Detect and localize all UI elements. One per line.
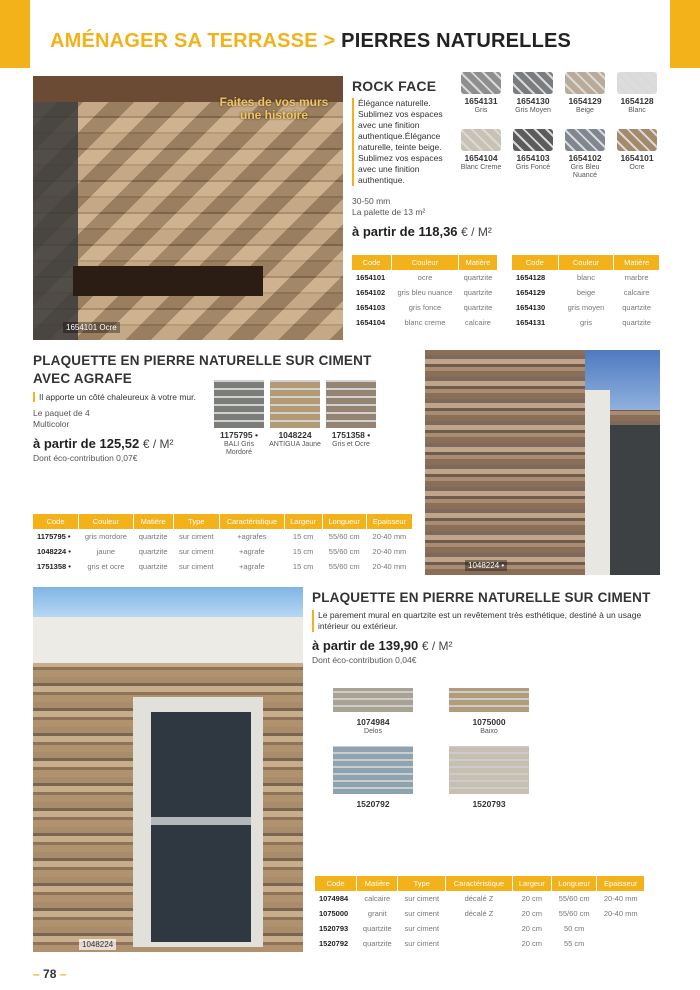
cell-couleur: gris fonce bbox=[408, 303, 442, 312]
cell-longueur: 55/60 cm bbox=[558, 894, 590, 903]
table-header: Matière bbox=[458, 255, 497, 270]
terrace-wall-photo bbox=[33, 76, 343, 340]
cell-carac: +agrafe bbox=[239, 547, 265, 556]
cell-carac bbox=[446, 921, 513, 936]
agrafe-title-line2: AVEC AGRAFE bbox=[33, 370, 132, 386]
cell-matiere: calcaire bbox=[364, 894, 391, 903]
cell-matiere: quartzite bbox=[622, 303, 652, 312]
cell-code: 1074984 bbox=[319, 894, 349, 903]
swatch bbox=[324, 380, 378, 457]
cell-largeur: 20 cm bbox=[521, 894, 543, 903]
table-header: Couleur bbox=[79, 514, 134, 529]
cell-matiere: calcaire bbox=[623, 288, 650, 297]
cell-carac: décalé Z bbox=[464, 909, 494, 918]
swatch-code: 1175795 • bbox=[220, 430, 258, 440]
product-image bbox=[449, 688, 529, 712]
table-row bbox=[315, 891, 645, 906]
cell-longueur: 55/60 cm bbox=[558, 909, 590, 918]
swatch-code: 1654104 bbox=[464, 152, 498, 163]
table-header: Epaisseur bbox=[597, 876, 645, 891]
cell-largeur: 15 cm bbox=[292, 532, 314, 541]
table-header: Largeur bbox=[284, 514, 322, 529]
price-unit: € / M² bbox=[142, 437, 174, 451]
cell-code: 1654103 bbox=[356, 303, 386, 312]
swatch-name: Blanc bbox=[628, 106, 646, 114]
table-header: Matière bbox=[357, 876, 398, 891]
cell-matiere: granit bbox=[367, 909, 387, 918]
cell-matiere: marbre bbox=[624, 273, 649, 282]
cell-type: sur ciment bbox=[179, 547, 214, 556]
table-header: Longueur bbox=[322, 514, 366, 529]
swatch-code: 1048224 bbox=[278, 430, 312, 440]
cell-carac: +agrafe bbox=[239, 562, 265, 571]
photo-overlay-text: Faites de vos murs une histoire bbox=[219, 95, 329, 123]
cell-code: 1654128 bbox=[516, 273, 546, 282]
price-value: 139,90 bbox=[378, 638, 419, 653]
swatch-image bbox=[214, 380, 264, 428]
swatch bbox=[455, 72, 507, 115]
price-prefix: à partir de bbox=[312, 638, 375, 653]
header-separator: > bbox=[323, 30, 336, 52]
swatch-name: Gris Foncé bbox=[515, 163, 551, 171]
cell-couleur: beige bbox=[576, 288, 596, 297]
swatch-name: Gris bbox=[474, 106, 488, 114]
page-title: PIERRES NATURELLES bbox=[341, 30, 572, 52]
cell-type: sur ciment bbox=[404, 939, 440, 948]
ciment-products bbox=[318, 688, 544, 810]
cell-matiere: calcaire bbox=[465, 318, 491, 327]
price-value: 125,52 bbox=[99, 436, 140, 451]
agrafe-title-line1: PLAQUETTE EN PIERRE NATURELLE SUR CIMENT bbox=[33, 353, 372, 368]
cell-code: 1654130 bbox=[516, 303, 546, 312]
price-unit: € / M² bbox=[421, 639, 453, 653]
section-title: AMÉNAGER SA TERRASSE bbox=[50, 30, 318, 52]
cell-couleur: gris et ocre bbox=[87, 562, 125, 571]
product-image bbox=[333, 688, 413, 712]
cell-carac: +agrafes bbox=[237, 532, 267, 541]
agrafe-eco: Dont éco-contribution 0,07€ bbox=[33, 453, 138, 463]
product-code: 1520792 bbox=[356, 798, 390, 809]
product-image bbox=[333, 746, 413, 794]
table-row bbox=[315, 921, 645, 936]
photo-caption: 1048224 • bbox=[465, 560, 507, 571]
cell-code: 1075000 bbox=[319, 909, 349, 918]
swatch bbox=[212, 380, 266, 457]
swatch-image bbox=[565, 129, 605, 151]
rockface-swatch-grid bbox=[455, 72, 665, 180]
swatch-name: Gris Bleu Nuancé bbox=[570, 163, 600, 179]
cell-matiere: quartzite bbox=[622, 318, 652, 327]
table-header: Code bbox=[33, 514, 79, 529]
agrafe-colorinfo: Multicolor bbox=[33, 419, 70, 429]
cell-longueur: 55/60 cm bbox=[328, 547, 360, 556]
photo-caption: 1048224 bbox=[79, 939, 116, 950]
table-header-row bbox=[512, 255, 660, 270]
ciment-price bbox=[312, 638, 453, 653]
swatch bbox=[611, 72, 663, 115]
swatch-code: 1654130 bbox=[516, 96, 550, 106]
table-header: Couleur bbox=[558, 255, 614, 270]
swatch-image bbox=[617, 129, 657, 151]
cell-matiere: quartzite bbox=[463, 288, 493, 297]
swatch-code: 1654101 bbox=[620, 152, 654, 163]
cell-largeur: 20 cm bbox=[521, 924, 543, 933]
cell-code: 1654101 bbox=[356, 273, 386, 282]
sky bbox=[33, 587, 303, 617]
swatch-code: 1751358 • bbox=[331, 430, 371, 440]
cell-type: sur ciment bbox=[404, 924, 440, 933]
table-header-row bbox=[315, 876, 645, 891]
cell-largeur: 20 cm bbox=[521, 939, 543, 948]
bench bbox=[73, 266, 263, 296]
railing bbox=[33, 102, 78, 340]
price-value: 118,36 bbox=[418, 224, 458, 239]
table-row bbox=[512, 285, 660, 300]
cell-couleur: gris moyen bbox=[567, 303, 605, 312]
table-header: Largeur bbox=[512, 876, 551, 891]
cell-carac bbox=[446, 936, 513, 951]
table-header: Couleur bbox=[392, 255, 459, 270]
cell-matiere: quartzite bbox=[463, 273, 493, 282]
cell-longueur: 55/60 cm bbox=[328, 562, 360, 571]
swatch bbox=[559, 129, 611, 180]
cell-code: 1654102 bbox=[356, 288, 386, 297]
swatch-image bbox=[461, 129, 501, 151]
table-header: Matière bbox=[133, 514, 173, 529]
cell-code: 1520793 bbox=[319, 924, 349, 933]
swatch bbox=[455, 129, 507, 180]
rockface-price bbox=[352, 224, 492, 239]
cell-code: 1751358 • bbox=[37, 562, 71, 571]
swatch-name: Gris et Ocre bbox=[332, 440, 370, 448]
cell-couleur: blanc creme bbox=[404, 318, 446, 327]
swatch-name: BALI Gris Mordoré bbox=[224, 440, 254, 456]
agrafe-pack: Le paquet de 4 bbox=[33, 408, 90, 418]
product bbox=[318, 688, 428, 736]
cell-code: 1654129 bbox=[516, 288, 546, 297]
swatch bbox=[507, 72, 559, 115]
cell-largeur: 15 cm bbox=[292, 547, 314, 556]
product-code: 1074984 bbox=[356, 717, 390, 727]
cell-epaisseur: 20-40 mm bbox=[603, 894, 638, 903]
table-row bbox=[512, 270, 660, 285]
swatch-name: Beige bbox=[576, 106, 594, 114]
cell-carac: décalé Z bbox=[464, 894, 494, 903]
swatch-image bbox=[513, 72, 553, 94]
product bbox=[318, 746, 428, 810]
swatch-name: Blanc Creme bbox=[460, 163, 502, 171]
table-row bbox=[352, 270, 498, 285]
table-header-row bbox=[352, 255, 498, 270]
table-header: Caractéristique bbox=[446, 876, 513, 891]
cell-code: 1654131 bbox=[516, 318, 546, 327]
agrafe-table bbox=[33, 514, 413, 574]
door bbox=[151, 712, 251, 942]
agrafe-price bbox=[33, 436, 174, 451]
product-image bbox=[449, 746, 529, 794]
table-header: Longueur bbox=[551, 876, 597, 891]
cell-code: 1175795 • bbox=[37, 532, 71, 541]
cell-type: sur ciment bbox=[404, 909, 440, 918]
page-header bbox=[50, 30, 571, 53]
cell-epaisseur bbox=[597, 921, 645, 936]
swatch-image bbox=[270, 380, 320, 428]
cell-epaisseur: 20-40 mm bbox=[372, 532, 407, 541]
table-row bbox=[512, 300, 660, 315]
pillar bbox=[585, 390, 610, 575]
swatch-image bbox=[513, 129, 553, 151]
product bbox=[434, 746, 544, 810]
product bbox=[434, 688, 544, 736]
cell-type: sur ciment bbox=[179, 562, 214, 571]
doorway-photo bbox=[33, 587, 303, 952]
stone-wall bbox=[425, 350, 585, 575]
ciment-table bbox=[315, 876, 645, 951]
cell-type: sur ciment bbox=[179, 532, 214, 541]
table-row bbox=[352, 285, 498, 300]
swatch-image bbox=[461, 72, 501, 94]
table-header: Caractéristique bbox=[219, 514, 284, 529]
cell-couleur: gris bbox=[579, 318, 593, 327]
swatch bbox=[507, 129, 559, 180]
gate bbox=[610, 425, 660, 575]
table-header: Code bbox=[352, 255, 392, 270]
ciment-eco: Dont éco-contribution 0,04€ bbox=[312, 655, 417, 665]
cell-code: 1048224 • bbox=[37, 547, 71, 556]
table-row bbox=[352, 300, 498, 315]
product-code: 1075000 bbox=[472, 717, 506, 727]
swatch-name: Gris Moyen bbox=[515, 106, 551, 114]
cell-matiere: quartzite bbox=[362, 939, 392, 948]
price-prefix: à partir de bbox=[352, 224, 415, 239]
table-row bbox=[33, 559, 413, 574]
price-prefix: à partir de bbox=[33, 436, 96, 451]
swatch-image bbox=[326, 380, 376, 428]
cell-matiere: quartzite bbox=[362, 924, 392, 933]
header-accent-left bbox=[0, 0, 30, 68]
rockface-palette: La palette de 13 m² bbox=[352, 207, 426, 217]
rockface-title: ROCK FACE bbox=[352, 78, 437, 94]
table-header: Epaisseur bbox=[366, 514, 412, 529]
table-row bbox=[33, 544, 413, 559]
cell-matiere: quartzite bbox=[138, 532, 168, 541]
cell-matiere: quartzite bbox=[138, 547, 168, 556]
swatch-name: ANTIGUA Jaune bbox=[269, 440, 321, 448]
page-number: – 78 – bbox=[33, 967, 67, 981]
cell-longueur: 50 cm bbox=[563, 924, 585, 933]
cell-type: sur ciment bbox=[404, 894, 440, 903]
cell-longueur: 55/60 cm bbox=[328, 532, 360, 541]
page-number-value: 78 bbox=[43, 967, 57, 981]
cell-longueur: 55 cm bbox=[563, 939, 585, 948]
header-accent-right bbox=[670, 0, 700, 68]
cell-largeur: 20 cm bbox=[521, 909, 543, 918]
table-row bbox=[352, 315, 498, 330]
agrafe-description: Il apporte un côté chaleureux à votre mur. bbox=[33, 392, 196, 402]
photo-caption: 1654101 Ocre bbox=[63, 322, 120, 333]
cell-couleur: ocre bbox=[417, 273, 433, 282]
ciment-description: Le parement mural en quartzite est un revêtement très esthétique, destiné à un usage intérieur ou extérieur. bbox=[312, 610, 652, 632]
rockface-size: 30-50 mm bbox=[352, 196, 391, 206]
cell-matiere: quartzite bbox=[138, 562, 168, 571]
cell-epaisseur bbox=[597, 936, 645, 951]
table-row bbox=[33, 529, 413, 544]
wall-photo-1048224 bbox=[425, 350, 660, 575]
rockface-table-right bbox=[512, 255, 660, 330]
swatch bbox=[559, 72, 611, 115]
product-code: 1520793 bbox=[472, 798, 506, 809]
swatch bbox=[611, 129, 663, 180]
cell-largeur: 15 cm bbox=[292, 562, 314, 571]
product-name: Baixo bbox=[480, 727, 498, 735]
cell-code: 1520792 bbox=[319, 939, 349, 948]
swatch-code: 1654128 bbox=[620, 96, 654, 106]
table-row bbox=[315, 906, 645, 921]
table-header: Type bbox=[398, 876, 446, 891]
table-header: Matière bbox=[614, 255, 660, 270]
table-header-row bbox=[33, 514, 413, 529]
swatch-code: 1654102 bbox=[568, 152, 602, 163]
cell-epaisseur: 20-40 mm bbox=[372, 547, 407, 556]
table-header: Code bbox=[512, 255, 558, 270]
table-row bbox=[512, 315, 660, 330]
product-name: Delos bbox=[364, 727, 382, 735]
swatch-name: Ocre bbox=[629, 163, 645, 171]
cell-code: 1654104 bbox=[356, 318, 386, 327]
swatch-image bbox=[565, 72, 605, 94]
cell-epaisseur: 20-40 mm bbox=[372, 562, 407, 571]
table-header: Code bbox=[315, 876, 357, 891]
price-unit: € / M² bbox=[461, 225, 492, 239]
swatch-code: 1654103 bbox=[516, 152, 550, 163]
cell-couleur: blanc bbox=[577, 273, 595, 282]
ciment-title: PLAQUETTE EN PIERRE NATURELLE SUR CIMENT bbox=[312, 590, 651, 605]
swatch-code: 1654129 bbox=[568, 96, 602, 106]
rockface-description: Élégance naturelle. Sublimez vos espaces avec une finition authentique.Élégance naturelle, teinte beige. Sublimez vos espaces avec une finition authentique. bbox=[352, 98, 448, 186]
cell-couleur: jaune bbox=[96, 547, 116, 556]
agrafe-swatch-row bbox=[212, 380, 378, 457]
cell-epaisseur: 20-40 mm bbox=[603, 909, 638, 918]
cell-couleur: gris bleu nuance bbox=[397, 288, 453, 297]
swatch-image bbox=[617, 72, 657, 94]
door-handle bbox=[151, 817, 251, 825]
ceiling bbox=[33, 617, 303, 663]
table-header: Type bbox=[173, 514, 219, 529]
swatch bbox=[268, 380, 322, 457]
cell-couleur: gris mordore bbox=[84, 532, 127, 541]
cell-matiere: quartzite bbox=[463, 303, 493, 312]
swatch-code: 1654131 bbox=[464, 96, 498, 106]
rockface-table-left bbox=[352, 255, 498, 330]
table-row bbox=[315, 936, 645, 951]
